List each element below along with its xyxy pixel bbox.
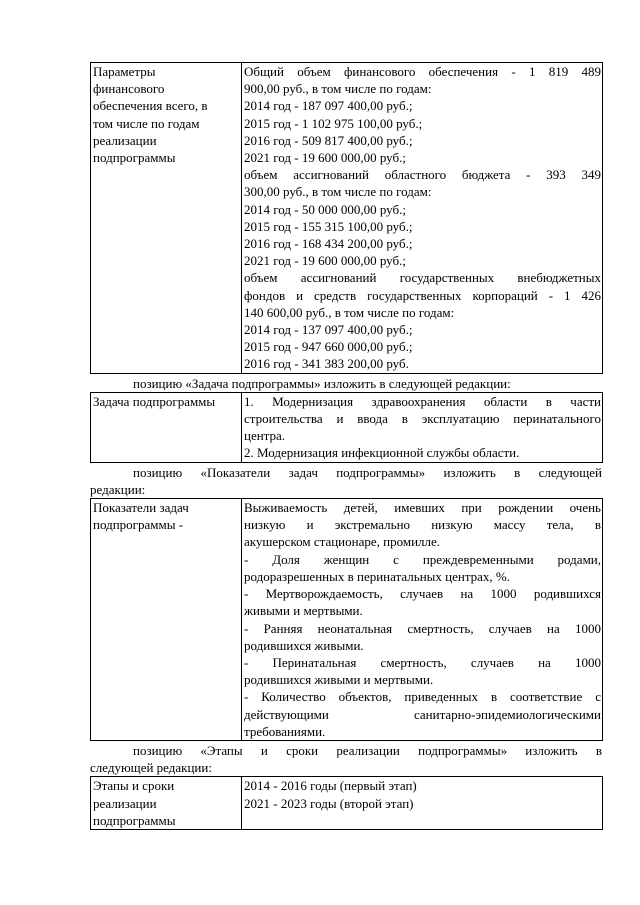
paragraph-stages-position-line2: следующей редакции: [90, 760, 212, 776]
financing-label-line: обеспечения всего, в [93, 98, 208, 114]
text-line: 2016 год - 341 383 200,00 руб. [244, 356, 409, 372]
text-line: объем ассигнований областного бюджета - 393 349 [244, 167, 601, 183]
task-row [91, 392, 603, 462]
stages-label-line: реализации [93, 795, 157, 811]
text-line: родоразрешенных в перинатальных центрах, %. [244, 568, 511, 584]
indicators-value-cell [242, 499, 603, 741]
indicators-table [90, 498, 603, 741]
text-line: фондов и средств государственных корпораций - 1 426 [244, 287, 601, 303]
text-line: 2014 год - 187 097 400,00 руб.; [244, 98, 413, 114]
financing-label-cell [91, 63, 242, 374]
text-line: 300,00 руб., в том числе по годам: [244, 184, 432, 200]
text-line: низкую и экстремально низкую массу тела, в [244, 517, 601, 533]
financing-label-line: том числе по годам [93, 115, 200, 131]
task-value-cell [242, 392, 603, 462]
financing-label-line: реализации [93, 132, 157, 148]
task-table [90, 392, 603, 463]
text-line: 140 600,00 руб., в том числе по годам: [244, 304, 455, 320]
text-line: действующими санитарно-эпидемиологическими [244, 706, 601, 722]
text-line: Выживаемость детей, имевших при рождении очень [244, 500, 601, 516]
stages-value-cell [242, 777, 603, 830]
text-line: 2014 год - 50 000 000,00 руб.; [244, 201, 406, 217]
stages-label-line: Этапы и сроки [93, 778, 175, 794]
text-line: Показатели задач [93, 500, 189, 516]
text-line: 2014 год - 137 097 400,00 руб.; [244, 322, 413, 338]
text-line: живыми и мертвыми. [244, 603, 363, 619]
paragraph-indicators-position-line2: редакции: [90, 481, 146, 497]
financing-label-line: финансового [93, 81, 165, 97]
paragraph-task-position: позицию «Задача подпрограммы» изложить в следующей редакции: [133, 375, 511, 391]
financing-table [90, 62, 603, 374]
stages-label-cell [91, 777, 242, 830]
text-line: Общий объем финансового обеспечения - 1 819 489 [244, 64, 601, 79]
text-line: 2021 год - 19 600 000,00 руб.; [244, 150, 406, 166]
text-line: подпрограммы - [93, 517, 184, 533]
text-line: - Количество объектов, приведенных в соответствие с [244, 689, 601, 705]
task-label-cell: Задача подпрограммы [91, 392, 242, 462]
financing-label-line: Параметры [93, 64, 156, 79]
text-line: 2015 год - 947 660 000,00 руб.; [244, 339, 413, 355]
text-line: 900,00 руб., в том числе по годам: [244, 81, 432, 97]
text-line: 2015 год - 1 102 975 100,00 руб.; [244, 115, 423, 131]
text-line: родившихся живыми. [244, 637, 364, 653]
text-line: акушерском стационаре, промилле. [244, 534, 441, 550]
stages-value-line: 2021 - 2023 годы (второй этап) [244, 795, 414, 811]
text-line: - Доля женщин с преждевременными родами, [244, 551, 601, 567]
financing-label-line: подпрограммы [93, 150, 176, 166]
text-line: родившихся живыми и мертвыми. [244, 672, 434, 688]
text-line: - Мертворождаемость, случаев на 1000 родившихся [244, 586, 601, 602]
indicators-label-cell [91, 499, 242, 741]
text-line: - Ранняя неонатальная смертность, случаев на 1000 [244, 620, 601, 636]
financing-row [91, 63, 603, 374]
text-line: требованиями. [244, 723, 326, 739]
stages-label-line: подпрограммы [93, 812, 176, 828]
text-line: 2016 год - 168 434 200,00 руб.; [244, 236, 413, 252]
text-line: строительства и ввода в эксплуатацию перинатального [244, 411, 601, 427]
indicators-row [91, 499, 603, 741]
text-line: 2. Модернизация инфекционной службы области. [244, 445, 520, 461]
text-line: 2015 год - 155 315 100,00 руб.; [244, 218, 413, 234]
stages-table [90, 776, 603, 830]
stages-row [91, 777, 603, 830]
paragraph-stages-position-line1: позицию «Этапы и сроки реализации подпрограммы» изложить в [133, 742, 602, 758]
paragraph-indicators-position-line1: позицию «Показатели задач подпрограммы» изложить в следующей [133, 464, 602, 480]
text-line: 2016 год - 509 817 400,00 руб.; [244, 132, 413, 148]
financing-value-cell [242, 63, 603, 374]
text-line: центра. [244, 428, 286, 444]
text-line: 2021 год - 19 600 000,00 руб.; [244, 253, 406, 269]
stages-value-line: 2014 - 2016 годы (первый этап) [244, 778, 417, 794]
text-line: - Перинатальная смертность, случаев на 1000 [244, 654, 601, 670]
text-line: объем ассигнований государственных внебюджетных [244, 270, 601, 286]
document-page [90, 62, 602, 830]
text-line: 1. Модернизация здравоохранения области в части [244, 393, 601, 409]
